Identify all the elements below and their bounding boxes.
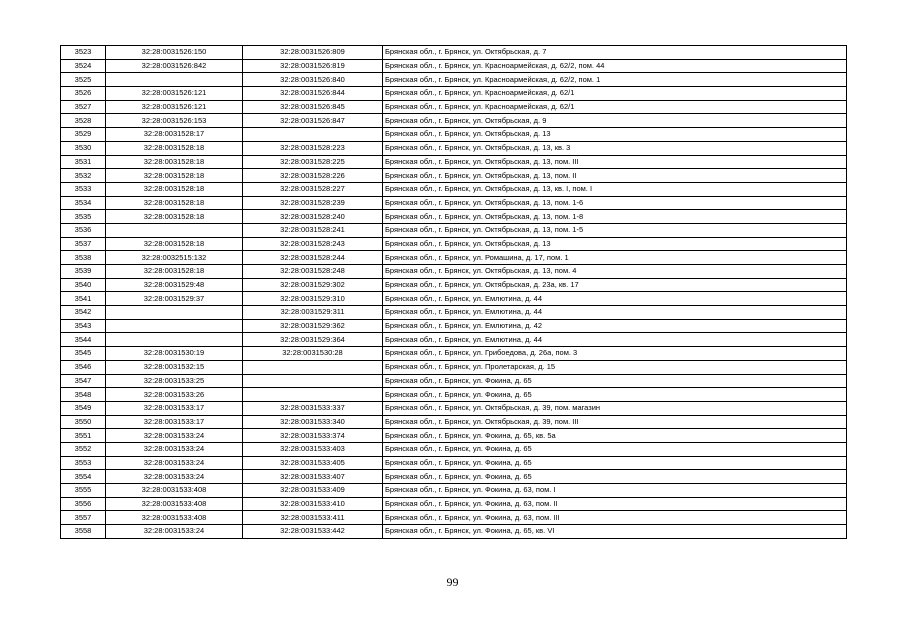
address-cell: Брянская обл., г. Брянск, ул. Октябрьская, д. 13, пом. II: [383, 169, 847, 183]
row-number-cell: 3535: [61, 210, 106, 224]
object-number-cell: 32:28:0031529:311: [243, 306, 383, 320]
object-number-cell: 32:28:0031526:840: [243, 73, 383, 87]
object-number-cell: 32:28:0031533:337: [243, 401, 383, 415]
object-number-cell: 32:28:0031528:248: [243, 265, 383, 279]
address-cell: Брянская обл., г. Брянск, ул. Фокина, д. 65: [383, 470, 847, 484]
row-number-cell: 3536: [61, 223, 106, 237]
parcel-number-cell: 32:28:0031529:48: [106, 278, 243, 292]
address-cell: Брянская обл., г. Брянск, ул. Октябрьская, д. 39, пом. магазин: [383, 401, 847, 415]
object-number-cell: 32:28:0031529:364: [243, 333, 383, 347]
address-cell: Брянская обл., г. Брянск, ул. Фокина, д. 65: [383, 456, 847, 470]
row-number-cell: 3558: [61, 525, 106, 539]
row-number-cell: 3555: [61, 484, 106, 498]
object-number-cell: 32:28:0031529:362: [243, 319, 383, 333]
address-cell: Брянская обл., г. Брянск, ул. Фокина, д. 65: [383, 388, 847, 402]
row-number-cell: 3542: [61, 306, 106, 320]
row-number-cell: 3548: [61, 388, 106, 402]
address-cell: Брянская обл., г. Брянск, ул. Октябрьская, д. 23а, кв. 17: [383, 278, 847, 292]
parcel-number-cell: [106, 306, 243, 320]
page-number: 99: [446, 575, 459, 589]
object-number-cell: 32:28:0031533:374: [243, 429, 383, 443]
row-number-cell: 3526: [61, 87, 106, 101]
table-row: [61, 442, 847, 456]
parcel-number-cell: 32:28:0031526:121: [106, 87, 243, 101]
address-cell: Брянская обл., г. Брянск, ул. Октябрьская, д. 13, пом. 1-5: [383, 223, 847, 237]
parcel-number-cell: 32:28:0031528:18: [106, 182, 243, 196]
address-cell: Брянская обл., г. Брянск, ул. Фокина, д. 65: [383, 374, 847, 388]
table-row: [61, 511, 847, 525]
object-number-cell: 32:28:0031528:227: [243, 182, 383, 196]
parcel-number-cell: 32:28:0031533:24: [106, 429, 243, 443]
object-number-cell: 32:28:0031528:225: [243, 155, 383, 169]
row-number-cell: 3523: [61, 46, 106, 60]
row-number-cell: 3531: [61, 155, 106, 169]
row-number-cell: 3527: [61, 100, 106, 114]
address-cell: Брянская обл., г. Брянск, ул. Октябрьская, д. 13, пом. 1-6: [383, 196, 847, 210]
parcel-number-cell: 32:28:0031528:18: [106, 141, 243, 155]
object-number-cell: 32:28:0031533:442: [243, 525, 383, 539]
object-number-cell: 32:28:0031533:409: [243, 484, 383, 498]
table-row: [61, 429, 847, 443]
address-cell: Брянская обл., г. Брянск, ул. Емлютина, д. 42: [383, 319, 847, 333]
object-number-cell: 32:28:0031528:239: [243, 196, 383, 210]
row-number-cell: 3541: [61, 292, 106, 306]
row-number-cell: 3534: [61, 196, 106, 210]
row-number-cell: 3530: [61, 141, 106, 155]
object-number-cell: [243, 388, 383, 402]
parcel-number-cell: 32:28:0031533:408: [106, 497, 243, 511]
address-cell: Брянская обл., г. Брянск, ул. Октябрьская, д. 13, кв. I, пом. I: [383, 182, 847, 196]
parcel-number-cell: 32:28:0031533:17: [106, 415, 243, 429]
row-number-cell: 3549: [61, 401, 106, 415]
parcel-number-cell: 32:28:0031533:24: [106, 470, 243, 484]
row-number-cell: 3547: [61, 374, 106, 388]
parcel-number-cell: 32:28:0031528:18: [106, 210, 243, 224]
row-number-cell: 3545: [61, 347, 106, 361]
row-number-cell: 3537: [61, 237, 106, 251]
table-row: [61, 46, 847, 60]
address-cell: Брянская обл., г. Брянск, ул. Красноармейская, д. 62/1: [383, 100, 847, 114]
address-cell: Брянская обл., г. Брянск, ул. Ромашина, д. 17, пом. 1: [383, 251, 847, 265]
object-number-cell: 32:28:0031529:310: [243, 292, 383, 306]
address-cell: Брянская обл., г. Брянск, ул. Красноармейская, д. 62/2, пом. 44: [383, 59, 847, 73]
table-row: [61, 100, 847, 114]
address-cell: Брянская обл., г. Брянск, ул. Октябрьская, д. 13, пом. 1-8: [383, 210, 847, 224]
table-row: [61, 210, 847, 224]
table-row: [61, 319, 847, 333]
address-cell: Брянская обл., г. Брянск, ул. Октябрьская, д. 13: [383, 128, 847, 142]
table-row: [61, 169, 847, 183]
object-number-cell: [243, 360, 383, 374]
row-number-cell: 3546: [61, 360, 106, 374]
object-number-cell: 32:28:0031526:845: [243, 100, 383, 114]
object-number-cell: 32:28:0031528:244: [243, 251, 383, 265]
parcel-number-cell: 32:28:0031528:18: [106, 155, 243, 169]
parcel-number-cell: 32:28:0031533:24: [106, 525, 243, 539]
parcel-number-cell: 32:28:0031526:842: [106, 59, 243, 73]
parcel-number-cell: 32:28:0031528:18: [106, 265, 243, 279]
object-number-cell: 32:28:0031528:223: [243, 141, 383, 155]
address-cell: Брянская обл., г. Брянск, ул. Октябрьская, д. 7: [383, 46, 847, 60]
table-row: [61, 525, 847, 539]
registry-table: [60, 45, 847, 539]
parcel-number-cell: 32:28:0031533:24: [106, 442, 243, 456]
address-cell: Брянская обл., г. Брянск, ул. Емлютина, д. 44: [383, 306, 847, 320]
parcel-number-cell: 32:28:0031533:408: [106, 484, 243, 498]
table-row: [61, 306, 847, 320]
address-cell: Брянская обл., г. Брянск, ул. Октябрьская, д. 39, пом. III: [383, 415, 847, 429]
table-row: [61, 415, 847, 429]
address-cell: Брянская обл., г. Брянск, ул. Фокина, д. 65, кв. VI: [383, 525, 847, 539]
parcel-number-cell: 32:28:0031530:19: [106, 347, 243, 361]
parcel-number-cell: 32:28:0031526:153: [106, 114, 243, 128]
table-row: [61, 388, 847, 402]
table-row: [61, 237, 847, 251]
object-number-cell: 32:28:0031533:411: [243, 511, 383, 525]
object-number-cell: 32:28:0031528:241: [243, 223, 383, 237]
parcel-number-cell: [106, 333, 243, 347]
object-number-cell: 32:28:0031530:28: [243, 347, 383, 361]
address-cell: Брянская обл., г. Брянск, ул. Фокина, д. 63, пом. II: [383, 497, 847, 511]
object-number-cell: 32:28:0031526:844: [243, 87, 383, 101]
row-number-cell: 3529: [61, 128, 106, 142]
row-number-cell: 3554: [61, 470, 106, 484]
row-number-cell: 3556: [61, 497, 106, 511]
row-number-cell: 3532: [61, 169, 106, 183]
table-row: [61, 333, 847, 347]
object-number-cell: 32:28:0031526:819: [243, 59, 383, 73]
table-row: [61, 73, 847, 87]
parcel-number-cell: 32:28:0031528:18: [106, 169, 243, 183]
table-row: [61, 87, 847, 101]
address-cell: Брянская обл., г. Брянск, ул. Емлютина, д. 44: [383, 333, 847, 347]
parcel-number-cell: [106, 319, 243, 333]
row-number-cell: 3533: [61, 182, 106, 196]
row-number-cell: 3524: [61, 59, 106, 73]
address-cell: Брянская обл., г. Брянск, ул. Емлютина, д. 44: [383, 292, 847, 306]
row-number-cell: 3525: [61, 73, 106, 87]
table-row: [61, 141, 847, 155]
table-row: [61, 484, 847, 498]
table-row: [61, 155, 847, 169]
row-number-cell: 3538: [61, 251, 106, 265]
table-row: [61, 114, 847, 128]
object-number-cell: 32:28:0031533:407: [243, 470, 383, 484]
address-cell: Брянская обл., г. Брянск, ул. Октябрьская, д. 13, кв. 3: [383, 141, 847, 155]
row-number-cell: 3544: [61, 333, 106, 347]
row-number-cell: 3550: [61, 415, 106, 429]
row-number-cell: 3552: [61, 442, 106, 456]
address-cell: Брянская обл., г. Брянск, ул. Фокина, д. 65, кв. 5а: [383, 429, 847, 443]
object-number-cell: 32:28:0031533:410: [243, 497, 383, 511]
address-cell: Брянская обл., г. Брянск, ул. Октябрьская, д. 9: [383, 114, 847, 128]
address-cell: Брянская обл., г. Брянск, ул. Грибоедова, д. 26а, пом. 3: [383, 347, 847, 361]
address-cell: Брянская обл., г. Брянск, ул. Пролетарская, д. 15: [383, 360, 847, 374]
parcel-number-cell: 32:28:0031533:17: [106, 401, 243, 415]
parcel-number-cell: 32:28:0031533:24: [106, 456, 243, 470]
address-cell: Брянская обл., г. Брянск, ул. Октябрьская, д. 13: [383, 237, 847, 251]
parcel-number-cell: [106, 73, 243, 87]
parcel-number-cell: 32:28:0031532:15: [106, 360, 243, 374]
parcel-number-cell: 32:28:0032515:132: [106, 251, 243, 265]
object-number-cell: 32:28:0031533:340: [243, 415, 383, 429]
address-cell: Брянская обл., г. Брянск, ул. Фокина, д. 63, пом. III: [383, 511, 847, 525]
table-row: [61, 456, 847, 470]
object-number-cell: 32:28:0031528:226: [243, 169, 383, 183]
object-number-cell: [243, 128, 383, 142]
row-number-cell: 3557: [61, 511, 106, 525]
parcel-number-cell: 32:28:0031529:37: [106, 292, 243, 306]
parcel-number-cell: [106, 223, 243, 237]
parcel-number-cell: 32:28:0031533:408: [106, 511, 243, 525]
table-row: [61, 251, 847, 265]
table-row: [61, 347, 847, 361]
object-number-cell: 32:28:0031526:809: [243, 46, 383, 60]
parcel-number-cell: 32:28:0031528:18: [106, 196, 243, 210]
table-row: [61, 59, 847, 73]
table-row: [61, 278, 847, 292]
table-row: [61, 470, 847, 484]
table-row: [61, 223, 847, 237]
parcel-number-cell: 32:28:0031526:121: [106, 100, 243, 114]
address-cell: Брянская обл., г. Брянск, ул. Октябрьская, д. 13, пом. 4: [383, 265, 847, 279]
object-number-cell: 32:28:0031533:405: [243, 456, 383, 470]
object-number-cell: 32:28:0031528:240: [243, 210, 383, 224]
address-cell: Брянская обл., г. Брянск, ул. Красноармейская, д. 62/1: [383, 87, 847, 101]
object-number-cell: [243, 374, 383, 388]
registry-table-body: [61, 46, 847, 539]
object-number-cell: 32:28:0031526:847: [243, 114, 383, 128]
parcel-number-cell: 32:28:0031533:26: [106, 388, 243, 402]
table-row: [61, 360, 847, 374]
address-cell: Брянская обл., г. Брянск, ул. Фокина, д. 63, пом. I: [383, 484, 847, 498]
table-row: [61, 401, 847, 415]
row-number-cell: 3539: [61, 265, 106, 279]
parcel-number-cell: 32:28:0031528:17: [106, 128, 243, 142]
object-number-cell: 32:28:0031533:403: [243, 442, 383, 456]
table-row: [61, 128, 847, 142]
address-cell: Брянская обл., г. Брянск, ул. Красноармейская, д. 62/2, пом. 1: [383, 73, 847, 87]
row-number-cell: 3540: [61, 278, 106, 292]
row-number-cell: 3543: [61, 319, 106, 333]
parcel-number-cell: 32:28:0031526:150: [106, 46, 243, 60]
parcel-number-cell: 32:28:0031528:18: [106, 237, 243, 251]
table-row: [61, 196, 847, 210]
table-row: [61, 182, 847, 196]
row-number-cell: 3528: [61, 114, 106, 128]
object-number-cell: 32:28:0031529:302: [243, 278, 383, 292]
address-cell: Брянская обл., г. Брянск, ул. Октябрьская, д. 13, пом. III: [383, 155, 847, 169]
object-number-cell: 32:28:0031528:243: [243, 237, 383, 251]
table-row: [61, 497, 847, 511]
address-cell: Брянская обл., г. Брянск, ул. Фокина, д. 65: [383, 442, 847, 456]
table-row: [61, 292, 847, 306]
parcel-number-cell: 32:28:0031533:25: [106, 374, 243, 388]
row-number-cell: 3551: [61, 429, 106, 443]
table-row: [61, 265, 847, 279]
row-number-cell: 3553: [61, 456, 106, 470]
table-row: [61, 374, 847, 388]
